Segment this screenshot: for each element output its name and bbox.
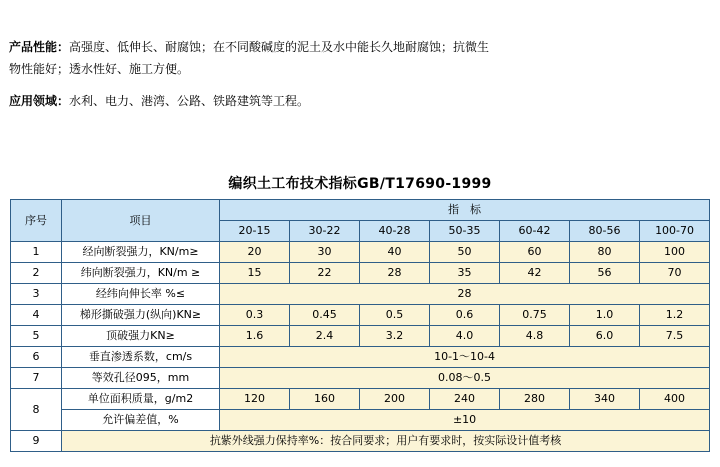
row-index: 3	[11, 284, 62, 305]
value-cell: 4.0	[430, 326, 500, 347]
value-cell: 1.6	[220, 326, 290, 347]
value-cell: 40	[360, 242, 430, 263]
table-row	[11, 305, 710, 326]
value-cell: 1.0	[570, 305, 640, 326]
row-item: 垂直渗透系数，cm/s	[62, 347, 220, 368]
value-cell: 20	[220, 242, 290, 263]
value-cell: 120	[220, 389, 290, 410]
full-width-cell: 抗紫外线强力保持率%：按合同要求；用户有要求时，按实际设计值考核	[62, 431, 710, 452]
table-row	[11, 431, 710, 452]
table-title: 编织土工布技术指标GB/T17690-1999	[228, 176, 492, 192]
table-row	[11, 242, 710, 263]
merged-value-cell: ±10	[220, 410, 710, 431]
spec-header: 40-28	[360, 221, 430, 242]
value-cell: 22	[290, 263, 360, 284]
value-cell: 3.2	[360, 326, 430, 347]
value-cell: 100	[640, 242, 710, 263]
value-cell: 340	[570, 389, 640, 410]
value-cell: 80	[570, 242, 640, 263]
table-row	[11, 326, 710, 347]
table-row	[11, 389, 710, 410]
value-cell: 0.3	[220, 305, 290, 326]
value-cell: 42	[500, 263, 570, 284]
application-text: 水利、电力、港湾、公路、铁路建筑等工程。	[69, 94, 310, 108]
application-paragraph	[9, 90, 309, 112]
value-cell: 2.4	[290, 326, 360, 347]
value-cell: 60	[500, 242, 570, 263]
merged-value-cell: 28	[220, 284, 710, 305]
table-row	[11, 347, 710, 368]
value-cell: 7.5	[640, 326, 710, 347]
value-cell: 4.8	[500, 326, 570, 347]
value-cell: 15	[220, 263, 290, 284]
value-cell: 280	[500, 389, 570, 410]
value-cell: 160	[290, 389, 360, 410]
value-cell: 30	[290, 242, 360, 263]
value-cell: 1.2	[640, 305, 710, 326]
header-item: 项目	[62, 200, 220, 242]
spec-header: 100-70	[640, 221, 710, 242]
application-label: 应用领域：	[9, 94, 70, 108]
value-cell: 0.45	[290, 305, 360, 326]
merged-value-cell: 10-1～10-4	[220, 347, 710, 368]
value-cell: 240	[430, 389, 500, 410]
value-cell: 0.5	[360, 305, 430, 326]
row-item: 纬向断裂强力，KN/m ≥	[62, 263, 220, 284]
value-cell: 50	[430, 242, 500, 263]
header-indicator: 指 标	[220, 200, 710, 221]
spec-header: 80-56	[570, 221, 640, 242]
row-item: 顶破强力KN≥	[62, 326, 220, 347]
merged-value-cell: 0.08～0.5	[220, 368, 710, 389]
table-row	[11, 410, 710, 431]
value-cell: 35	[430, 263, 500, 284]
row-item: 等效孔径095，mm	[62, 368, 220, 389]
row-index: 7	[11, 368, 62, 389]
value-cell: 28	[360, 263, 430, 284]
row-index: 1	[11, 242, 62, 263]
value-cell: 0.6	[430, 305, 500, 326]
spec-header: 30-22	[290, 221, 360, 242]
table-row	[11, 263, 710, 284]
spec-header: 50-35	[430, 221, 500, 242]
value-cell: 200	[360, 389, 430, 410]
row-item: 经纬向伸长率 %≤	[62, 284, 220, 305]
product-performance-paragraph	[9, 36, 499, 80]
value-cell: 6.0	[570, 326, 640, 347]
spec-table	[10, 199, 710, 452]
row-index: 2	[11, 263, 62, 284]
table-row	[11, 284, 710, 305]
performance-text: 高强度、低伸长、耐腐蚀；在不同酸碱度的泥土及水中能长久地耐腐蚀；抗微生物性能好；透水性好、施工方便。	[9, 40, 490, 76]
value-cell: 56	[570, 263, 640, 284]
row-item: 经向断裂强力，KN/m≥	[62, 242, 220, 263]
row-index: 4	[11, 305, 62, 326]
row-index: 8	[11, 389, 62, 431]
value-cell: 70	[640, 263, 710, 284]
value-cell: 0.75	[500, 305, 570, 326]
row-item: 单位面积质量，g/m2	[62, 389, 220, 410]
table-row	[11, 368, 710, 389]
row-index: 9	[11, 431, 62, 452]
header-index: 序号	[11, 200, 62, 242]
row-index: 5	[11, 326, 62, 347]
spec-header: 60-42	[500, 221, 570, 242]
value-cell: 400	[640, 389, 710, 410]
row-item: 梯形撕破强力(纵向)KN≥	[62, 305, 220, 326]
row-item: 允许偏差值，%	[62, 410, 220, 431]
row-index: 6	[11, 347, 62, 368]
performance-label: 产品性能：	[9, 40, 70, 54]
spec-header: 20-15	[220, 221, 290, 242]
